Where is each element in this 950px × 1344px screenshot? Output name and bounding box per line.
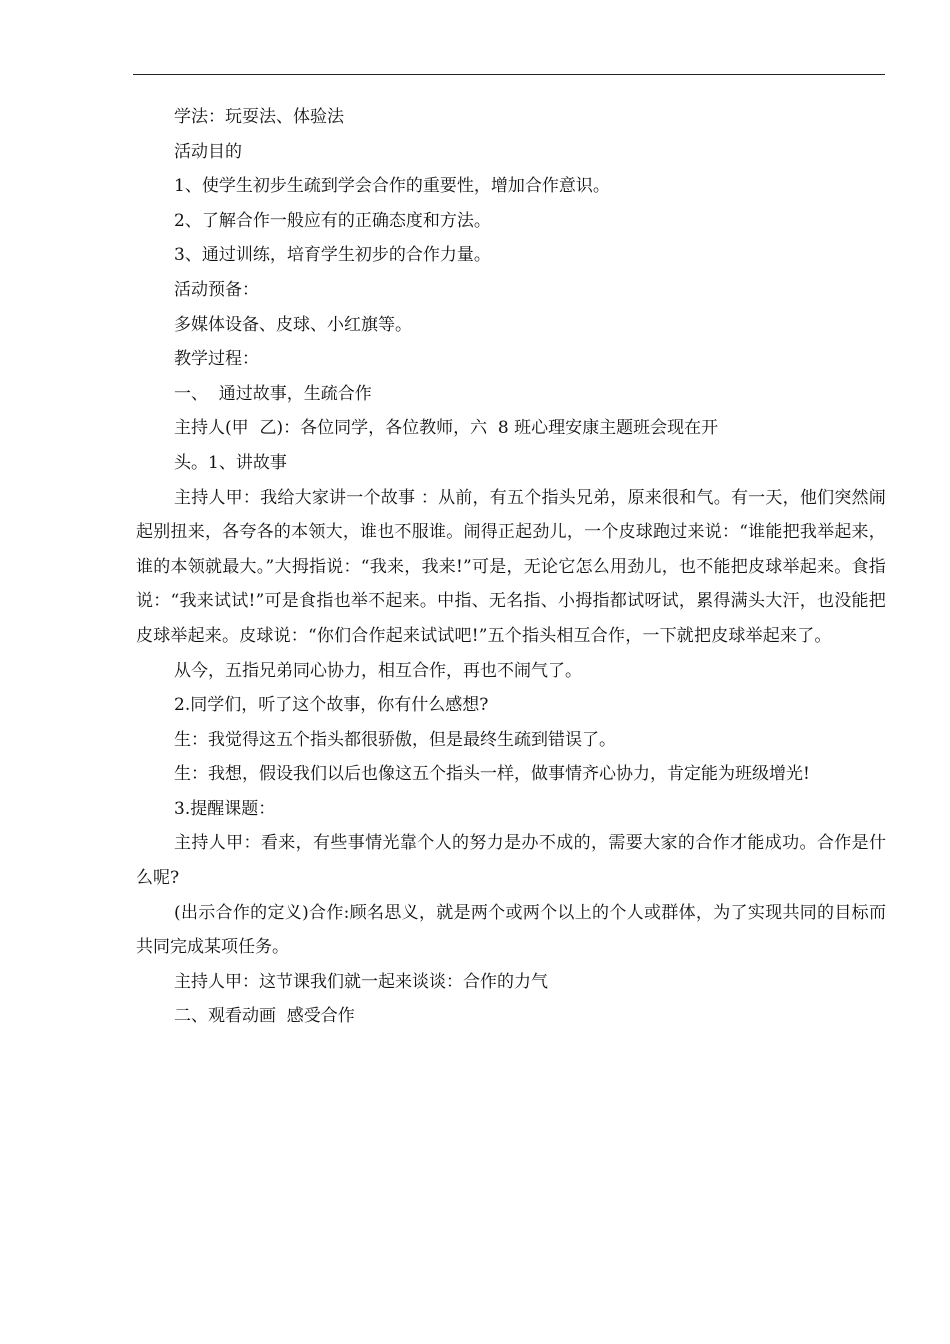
paragraph-story-end: 从今，五指兄弟同心协力，相互合作，再也不闹气了。 xyxy=(174,660,582,681)
paragraph-topic-heading: 3.提醒课题： xyxy=(174,798,276,819)
paragraph-section-1-heading: 一、 通过故事，生疏合作 xyxy=(174,383,372,404)
paragraph-preparation-heading: 活动预备： xyxy=(174,279,259,300)
paragraph-activity-goal-heading: 活动目的 xyxy=(174,141,242,162)
paragraph-goal-2: 2、了解合作一般应有的正确态度和方法。 xyxy=(174,210,491,231)
paragraph-definition: (出示合作的定义)合作:顾名思义，就是两个或两个以上的个人或群体，为了实现共同的目标而共同完成某项任务。 xyxy=(136,902,886,958)
paragraph-goal-3: 3、通过训练，培育学生初步的合作力量。 xyxy=(174,245,491,266)
paragraph-process-heading: 教学过程： xyxy=(174,349,259,370)
paragraph-host-cooperation: 主持人甲：看来，有些事情光靠个人的努力是办不成的，需要大家的合作才能成功。合作是什么呢? xyxy=(136,833,886,889)
paragraph-story: 主持人甲：我给大家讲一个故事 ：从前，有五个指头兄弟，原来很和气。有一天，他们突然闹起别扭来，各夸各的本领大，谁也不服谁。闹得正起劲儿，一个皮球跑过来说：“谁能把我举起来，谁的本领就最大。”大拇指说：“我来，我来!”可是，无论它怎么用劲儿，也不能把皮球举起来。食指说：“我来试试!”可是食指也举不起来。中指、无名指、小拇指都试呀试，累得满头大汗，也没能把皮球举起来。皮球说：“你们合作起来试试吧!”五个指头相互合作，一下就把皮球举起来了。 xyxy=(136,487,886,646)
paragraph-preparation-items: 多媒体设备、皮球、小红旗等。 xyxy=(174,314,412,335)
paragraph-host-opening-cont: 头。1、讲故事 xyxy=(174,452,287,473)
paragraph-host-topic: 主持人甲：这节课我们就一起来谈谈：合作的力气 xyxy=(174,971,548,992)
paragraph-goal-1: 1、使学生初步生疏到学会合作的重要性，增加合作意识。 xyxy=(174,176,610,197)
paragraph-student-answer-1: 生：我觉得这五个指头都很骄傲，但是最终生疏到错误了。 xyxy=(174,729,616,750)
document-body xyxy=(136,100,886,1034)
header-rule xyxy=(133,74,885,75)
paragraph-host-opening: 主持人(甲 乙)：各位同学，各位教师，六 8 班心理安康主题班会现在开 xyxy=(174,418,719,439)
paragraph-question: 2.同学们，听了这个故事，你有什么感想? xyxy=(174,695,489,716)
paragraph-student-answer-2: 生：我想，假设我们以后也像这五个指头一样，做事情齐心协力，肯定能为班级增光! xyxy=(174,764,810,785)
paragraph-section-2-heading: 二、观看动画 感受合作 xyxy=(174,1006,355,1027)
paragraph-study-method: 学法：玩耍法、体验法 xyxy=(174,107,344,127)
